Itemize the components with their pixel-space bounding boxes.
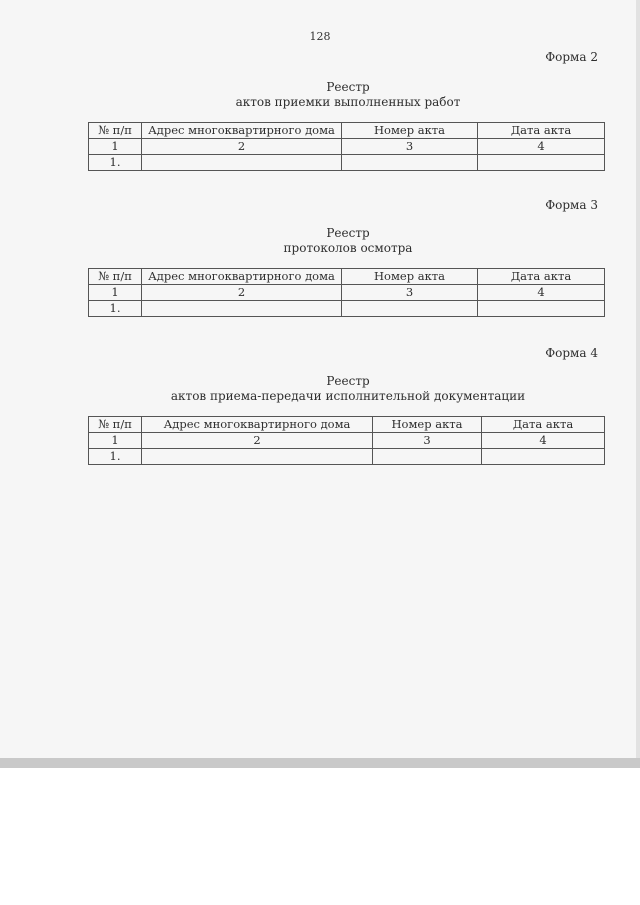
table-header-row xyxy=(89,269,605,285)
index-cell: 4 xyxy=(482,433,605,449)
col-act-number-header: Номер акта xyxy=(373,417,482,433)
table-cell: 1. xyxy=(89,155,142,171)
table-cell xyxy=(142,155,342,171)
form-3-subtitle: протоколов осмотра xyxy=(283,241,413,255)
index-cell: 3 xyxy=(342,139,478,155)
index-cell: 1 xyxy=(89,433,142,449)
table-cell: 1. xyxy=(89,449,142,465)
form-4-label: Форма 4 xyxy=(545,346,598,360)
col-number-header: № п/п xyxy=(89,123,142,139)
form-3-title: Реестр xyxy=(326,226,370,240)
table-cell xyxy=(373,449,482,465)
form-2-heading xyxy=(0,80,640,110)
col-act-number-header: Номер акта xyxy=(342,269,478,285)
col-number-header: № п/п xyxy=(89,417,142,433)
col-act-date-header: Дата акта xyxy=(478,269,605,285)
form-2-title: Реестр xyxy=(326,80,370,94)
index-cell: 2 xyxy=(142,285,342,301)
table-cell xyxy=(342,155,478,171)
index-cell: 4 xyxy=(478,139,605,155)
col-address-header: Адрес многоквартирного дома xyxy=(142,123,342,139)
col-act-date-header: Дата акта xyxy=(482,417,605,433)
table-cell xyxy=(482,449,605,465)
scan-bottom-edge xyxy=(0,758,640,768)
col-act-number-header: Номер акта xyxy=(342,123,478,139)
col-number-header: № п/п xyxy=(89,269,142,285)
form-2-label: Форма 2 xyxy=(545,50,598,64)
col-act-date-header: Дата акта xyxy=(478,123,605,139)
table-cell xyxy=(142,301,342,317)
table-cell xyxy=(342,301,478,317)
table-index-row xyxy=(89,285,605,301)
index-cell: 2 xyxy=(142,139,342,155)
table-index-row xyxy=(89,433,605,449)
form-3-heading xyxy=(0,226,640,256)
page-number: 128 xyxy=(309,30,331,43)
index-cell: 3 xyxy=(342,285,478,301)
table-row xyxy=(89,301,605,317)
form-4-subtitle: актов приема-передачи исполнительной документации xyxy=(170,389,526,403)
table-index-row xyxy=(89,139,605,155)
index-cell: 1 xyxy=(89,285,142,301)
form-2-table xyxy=(88,122,605,171)
col-address-header: Адрес многоквартирного дома xyxy=(142,417,373,433)
table-cell xyxy=(478,155,605,171)
table-header-row xyxy=(89,123,605,139)
table-cell: 1. xyxy=(89,301,142,317)
form-3-label: Форма 3 xyxy=(545,198,598,212)
index-cell: 1 xyxy=(89,139,142,155)
table-row xyxy=(89,449,605,465)
table-cell xyxy=(478,301,605,317)
index-cell: 2 xyxy=(142,433,373,449)
form-4-table xyxy=(88,416,605,465)
form-2-subtitle: актов приемки выполненных работ xyxy=(235,95,461,109)
table-row xyxy=(89,155,605,171)
form-4-title: Реестр xyxy=(326,374,370,388)
col-address-header: Адрес многоквартирного дома xyxy=(142,269,342,285)
table-header-row xyxy=(89,417,605,433)
index-cell: 3 xyxy=(373,433,482,449)
form-4-heading xyxy=(0,374,640,404)
form-3-table xyxy=(88,268,605,317)
table-cell xyxy=(142,449,373,465)
index-cell: 4 xyxy=(478,285,605,301)
